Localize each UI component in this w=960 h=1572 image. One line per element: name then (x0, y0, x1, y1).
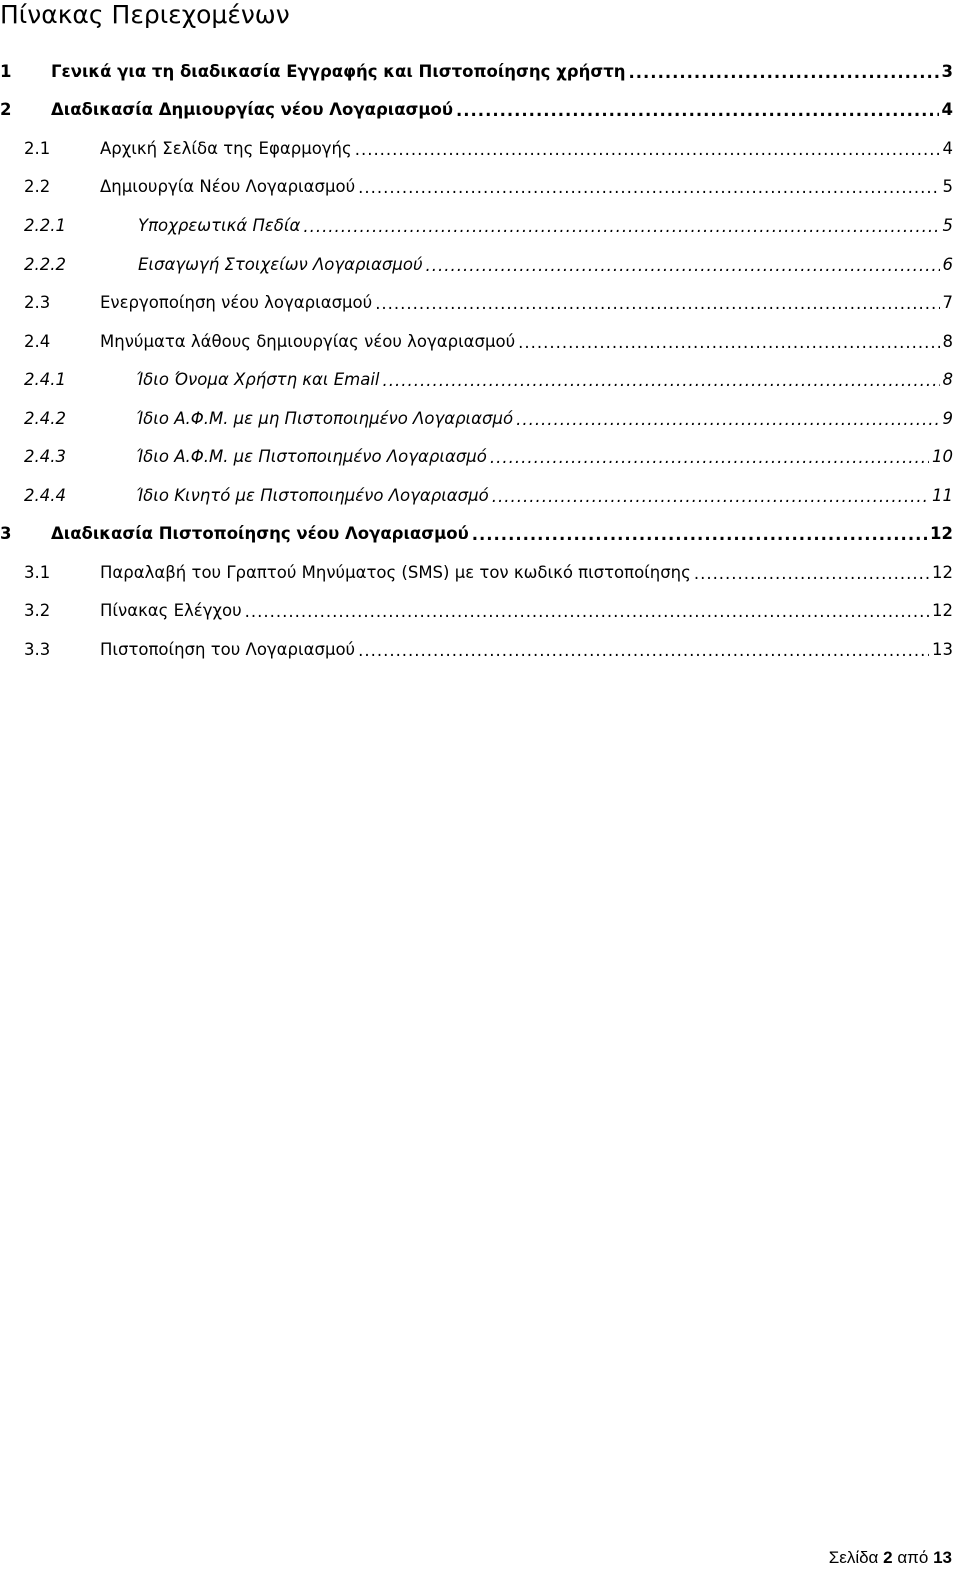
toc-entry-page: 12 (932, 601, 953, 621)
toc-entry[interactable] (0, 91, 953, 130)
toc-entry-number: 2.4.2 (24, 408, 66, 428)
dot-leader (355, 140, 940, 159)
toc-entry-number: 1 (0, 61, 12, 81)
dot-leader (492, 487, 929, 506)
toc-entry-number: 2.2.2 (24, 254, 66, 274)
toc-entry-title: Εισαγωγή Στοιχείων Λογαριασμού (138, 254, 423, 274)
toc-entry-page: 9 (942, 408, 953, 428)
toc-entry-title: Μηνύματα λάθους δημιουργίας νέου λογαριασμού (100, 331, 516, 351)
toc-entry-page: 11 (932, 485, 953, 505)
toc-entry-title: Ίδιο Α.Φ.Μ. με Πιστοποιημένο Λογαριασμό (136, 447, 487, 467)
toc-entry-title: Γενικά για τη διαδικασία Εγγραφής και Πιστοποίησης χρήστη (51, 61, 626, 81)
toc-entry-number: 2.3 (24, 293, 51, 313)
toc-entry-number: 2.1 (24, 138, 51, 158)
toc-entry-number: 2.4.4 (24, 485, 66, 505)
toc-entry-title: Παραλαβή του Γραπτού Μηνύματος (SMS) με τον κωδικό πιστοποίησης (100, 562, 691, 582)
dot-leader (518, 333, 939, 352)
toc-entry-title: Ενεργοποίηση νέου λογαριασμού (100, 293, 373, 313)
toc-entry[interactable] (0, 515, 953, 554)
toc-entry-number: 3 (0, 524, 12, 544)
toc-entry-title: Διαδικασία Πιστοποίησης νέου Λογαριασμού (51, 524, 469, 544)
toc-entry-title: Ίδιο Α.Φ.Μ. με μη Πιστοποιημένο Λογαριασμό (136, 408, 514, 428)
toc-entry-number: 2.2.1 (24, 215, 66, 235)
toc-entry-number: 2.4 (24, 331, 51, 351)
dot-leader (516, 410, 939, 429)
toc-entry-page: 5 (942, 177, 953, 197)
toc-entry-page: 4 (942, 138, 953, 158)
toc-entry[interactable] (0, 168, 953, 207)
toc-entry-page: 4 (941, 100, 953, 120)
dot-leader (303, 217, 939, 236)
toc-entry-page: 5 (942, 215, 953, 235)
toc-entry-page: 13 (932, 639, 953, 659)
toc-entry[interactable] (0, 245, 953, 284)
toc-entry[interactable] (0, 553, 953, 592)
toc-entry-title: Αρχική Σελίδα της Εφαρμογής (100, 138, 352, 158)
toc-entry-page: 7 (942, 293, 953, 313)
page-footer (829, 1548, 952, 1568)
toc-entry-page: 8 (942, 370, 953, 390)
footer-total-pages: 13 (933, 1548, 952, 1567)
dot-leader (383, 371, 940, 390)
toc-entry[interactable] (0, 52, 953, 91)
toc-entry-number: 2.4.1 (24, 370, 66, 390)
dot-leader (245, 602, 929, 621)
toc-entry[interactable] (0, 129, 953, 168)
dot-leader (358, 641, 929, 660)
toc-entry-title: Πιστοποίηση του Λογαριασμού (100, 639, 356, 659)
toc-entry-page: 3 (941, 61, 953, 81)
toc-entry[interactable] (0, 592, 953, 631)
toc-entry-number: 2.4.3 (24, 447, 66, 467)
toc-entry[interactable] (0, 476, 953, 515)
footer-prefix: Σελίδα (828, 1548, 879, 1567)
toc-entry-page: 12 (930, 524, 953, 544)
toc-entry-number: 3.3 (24, 639, 51, 659)
toc-entry-title: Διαδικασία Δημιουργίας νέου Λογαριασμού (51, 100, 453, 120)
table-of-contents (0, 52, 953, 669)
toc-entry-title: Δημιουργία Νέου Λογαριασμού (100, 177, 356, 197)
footer-middle: από (897, 1548, 929, 1567)
toc-entry[interactable] (0, 206, 953, 245)
dot-leader (472, 525, 927, 544)
toc-entry-page: 8 (942, 331, 953, 351)
toc-entry-title: Υποχρεωτικά Πεδία (138, 215, 301, 235)
toc-entry-page: 12 (932, 562, 953, 582)
dot-leader (629, 63, 939, 82)
toc-entry-number: 3.2 (24, 601, 51, 621)
dot-leader (694, 564, 929, 583)
toc-entry-number: 3.1 (24, 562, 51, 582)
dot-leader (375, 294, 939, 313)
toc-entry[interactable] (0, 399, 953, 438)
toc-entry-title: Πίνακας Ελέγχου (100, 601, 242, 621)
dot-leader (426, 256, 940, 275)
dot-leader (490, 448, 929, 467)
dot-leader (456, 101, 939, 120)
toc-entry-page: 10 (932, 447, 953, 467)
footer-current-page: 2 (883, 1548, 893, 1567)
toc-entry[interactable] (0, 437, 953, 476)
toc-entry-number: 2 (0, 100, 12, 120)
page-title: Πίνακας Περιεχομένων (0, 0, 290, 29)
toc-entry[interactable] (0, 630, 953, 669)
toc-entry-title: Ίδιο Όνομα Χρήστη και Email (136, 370, 380, 390)
toc-entry[interactable] (0, 360, 953, 399)
toc-entry[interactable] (0, 283, 953, 322)
toc-entry[interactable] (0, 322, 953, 361)
toc-entry-number: 2.2 (24, 177, 51, 197)
toc-entry-page: 6 (942, 254, 953, 274)
dot-leader (358, 178, 939, 197)
toc-entry-title: Ίδιο Κινητό με Πιστοποιημένο Λογαριασμό (136, 485, 489, 505)
